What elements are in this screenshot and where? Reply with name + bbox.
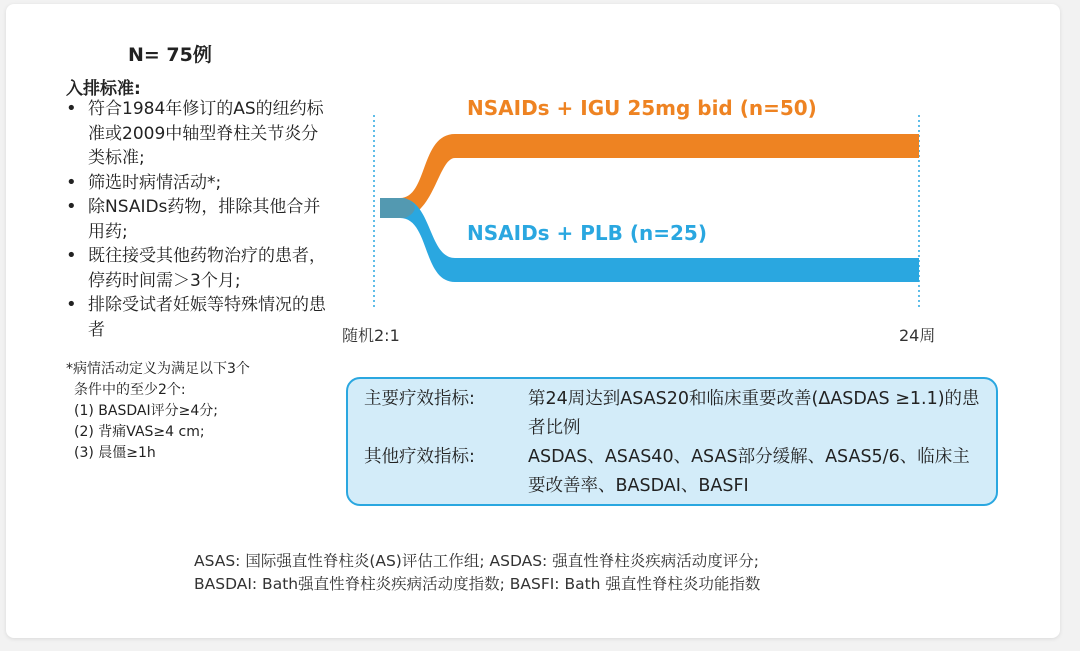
criteria-item: • 符合1984年修订的AS的纽约标准或2009中轴型脊柱关节炎分类标准; bbox=[64, 97, 326, 171]
placebo-arm-label: NSAIDs + PLB (n=25) bbox=[467, 221, 707, 245]
secondary-endpoint-label: 其他疗效指标: bbox=[364, 447, 475, 467]
week24-label: 24周 bbox=[899, 326, 936, 345]
abbreviations bbox=[194, 550, 760, 596]
merge-overlap bbox=[380, 198, 415, 218]
abbreviation-line: ASAS: 国际强直性脊柱炎(AS)评估工作组; ASDAS: 强直性脊柱炎疾病活动度评分; bbox=[194, 552, 759, 570]
secondary-endpoint-row bbox=[364, 443, 986, 501]
primary-endpoint-row bbox=[364, 385, 986, 443]
footnote-line: (3) 晨僵≥1h bbox=[74, 445, 156, 461]
abbreviation-line: BASDAI: Bath强直性脊柱炎疾病活动度指数; BASFI: Bath 强直性脊柱炎功能指数 bbox=[194, 575, 761, 593]
footnote-line: (1) BASDAI评分≥4分; bbox=[74, 403, 218, 419]
sample-size-title: N= 75例 bbox=[128, 44, 212, 66]
footnote-line: (2) 背痛VAS≥4 cm; bbox=[74, 424, 205, 440]
criteria-item: • 筛选时病情活动*; bbox=[64, 171, 326, 196]
endpoints-box bbox=[346, 377, 998, 506]
igu-arm-label: NSAIDs + IGU 25mg bid (n=50) bbox=[467, 96, 817, 120]
footnote-line: *病情活动定义为满足以下3个 bbox=[66, 361, 250, 377]
criteria-item: • 除NSAIDs药物，排除其他合并用药; bbox=[64, 195, 326, 244]
primary-endpoint-text: 第24周达到ASAS20和临床重要改善(ΔASDAS ≥1.1)的患者比例 bbox=[528, 389, 980, 438]
criteria-item: • 排除受试者妊娠等特殊情况的患者 bbox=[64, 293, 326, 342]
criteria-item: • 既往接受其他药物治疗的患者，停药时间需＞3个月; bbox=[64, 244, 326, 293]
orange-arm-band bbox=[380, 134, 919, 218]
primary-endpoint-label: 主要疗效指标: bbox=[364, 389, 475, 409]
randomization-label: 随机2:1 bbox=[342, 326, 400, 345]
criteria-title: 入排标准: bbox=[66, 79, 141, 99]
secondary-endpoint-text: ASDAS、ASAS40、ASAS部分缓解、ASAS5/6、临床主要改善率、BASDAI、BASFI bbox=[528, 447, 970, 496]
footnote-line: 条件中的至少2个: bbox=[74, 382, 186, 398]
